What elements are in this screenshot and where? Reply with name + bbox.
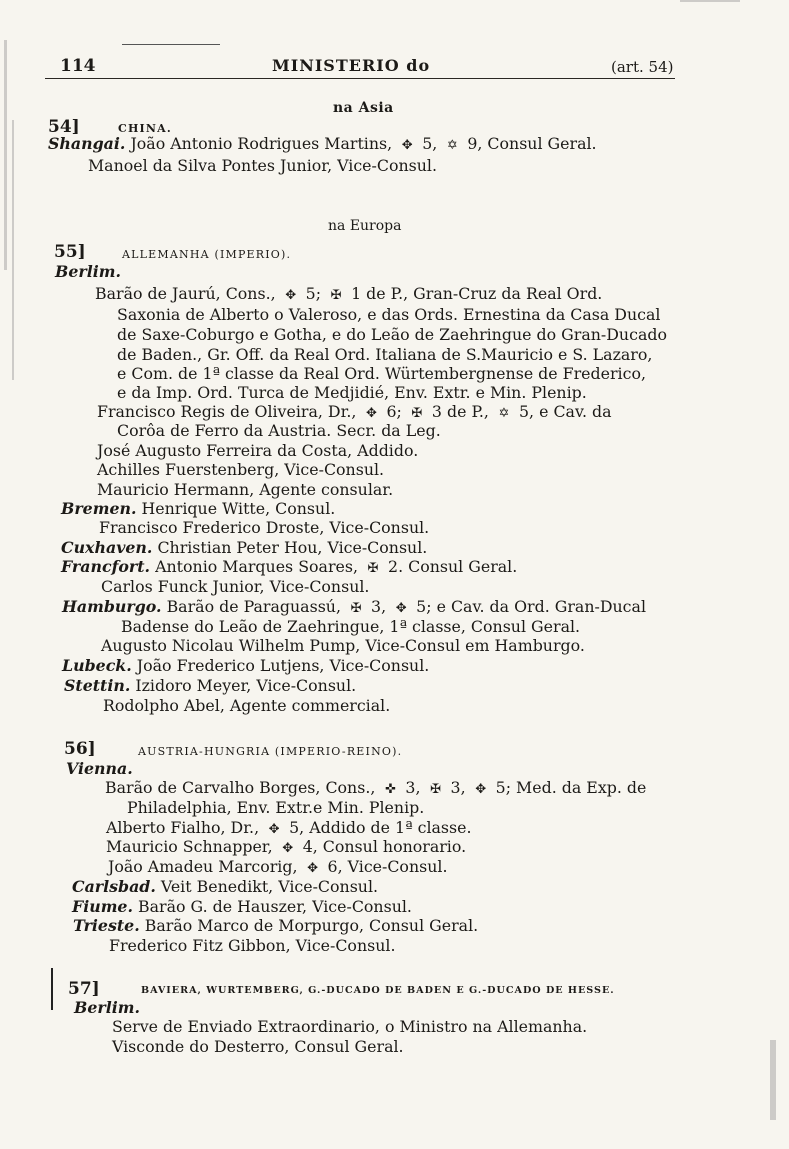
entry-cuxhaven: Cuxhaven. Christian Peter Hou, Vice-Consul. [61, 538, 428, 557]
city-hamburgo: Hamburgo. [62, 597, 162, 616]
country-allemanha: ALLEMANHA (IMPERIO). [122, 248, 292, 261]
entry-carlsbad: Carlsbad. Veit Benedikt, Vice-Consul. [72, 877, 379, 896]
maltese-order-icon: ✜ [384, 782, 396, 797]
entry-schnapper: Mauricio Schnapper, ✥ 4, Consul honorario. [106, 837, 466, 859]
entry-ferreira: José Augusto Ferreira da Costa, Addido. [97, 441, 419, 460]
entry-fitzgibbon: Frederico Fitz Gibbon, Vice-Consul. [109, 936, 396, 955]
margin-bar [51, 968, 53, 1010]
entry-shangai-vice: Manoel da Silva Pontes Junior, Vice-Consul. [88, 156, 437, 175]
city-berlim: Berlim. [55, 262, 121, 281]
rose-order-icon: ✥ [268, 822, 280, 837]
city-stettin: Stettin. [64, 676, 131, 695]
star-order-icon: ✡ [446, 138, 458, 153]
entry-bremen: Bremen. Henrique Witte, Consul. [61, 499, 336, 518]
city-vienna: Vienna. [66, 759, 133, 778]
section-number-54: 54] [48, 117, 80, 137]
section-number-55: 55] [54, 242, 86, 262]
entry-hamburgo: Hamburgo. Barão de Paraguassú, ✠ 3, ✥ 5; e Cav. da Ord. Gran-Ducal [62, 597, 646, 619]
entry-desterro: Visconde do Desterro, Consul Geral. [112, 1037, 404, 1056]
region-asia: na Asia [333, 100, 394, 116]
entry-funck: Carlos Funck Junior, Vice-Consul. [101, 577, 370, 596]
entry-hamburgo-l2: Badense do Leão de Zaehringue, 1ª classe, Consul Geral. [121, 617, 581, 636]
entry-lubeck: Lubeck. João Frederico Lutjens, Vice-Consul. [62, 656, 430, 675]
paper-speck [680, 0, 740, 2]
paper-speck [770, 1040, 776, 1120]
cross-order-icon: ✠ [411, 406, 423, 421]
rose-order-icon: ✥ [366, 406, 377, 421]
entry-fiume: Fiume. Barão G. de Hauszer, Vice-Consul. [72, 897, 412, 916]
entry-jauru-l5: e Com. de 1ª classe da Real Ord. Würtembergnense de Frederico, [117, 364, 646, 383]
entry-regis-l2: Corôa de Ferro da Austria. Secr. da Leg. [117, 421, 441, 440]
header-rule [45, 78, 675, 79]
entry-enviado: Serve de Enviado Extraordinario, o Ministro na Allemanha. [112, 1017, 588, 1036]
city-fiume: Fiume. [72, 897, 133, 916]
entry-francfort: Francfort. Antonio Marques Soares, ✠ 2. Consul Geral. [61, 557, 517, 579]
entry-hermann: Mauricio Hermann, Agente consular. [97, 480, 394, 499]
city-lubeck: Lubeck. [62, 656, 132, 675]
paper-speck [4, 40, 7, 270]
star-order-icon: ✡ [498, 406, 510, 421]
entry-jauru-l2: Saxonia de Alberto o Valeroso, e das Ords. Ernestina da Casa Ducal [117, 305, 661, 324]
entry-carvalho: Barão de Carvalho Borges, Cons., ✜ 3, ✠ 3, ✥ 5; Med. da Exp. de [105, 778, 646, 800]
entry-pump: Augusto Nicolau Wilhelm Pump, Vice-Consul em Hamburgo. [101, 636, 585, 655]
paper-speck [12, 120, 14, 380]
article-ref: (art. 54) [611, 58, 674, 76]
entry-carvalho-l2: Philadelphia, Env. Extr.e Min. Plenip. [127, 798, 425, 817]
rose-order-icon: ✥ [401, 138, 413, 153]
rose-order-icon: ✥ [475, 782, 487, 797]
entry-jauru-l3: de Saxe-Coburgo e Gotha, e do Leão de Zaehringue do Gran-Ducado [117, 325, 667, 344]
entry-jauru: Barão de Jaurú, Cons., ✥ 5; ✠ 1 de P., Gran-Cruz da Real Ord. [95, 284, 602, 306]
entry-regis: Francisco Regis de Oliveira, Dr., ✥ 6; ✠ 3 de P., ✡ 5, e Cav. da [97, 402, 612, 424]
city-berlim-2: Berlim. [74, 998, 140, 1017]
city-francfort: Francfort. [61, 557, 151, 576]
entry-shangai-consul: Shangai. João Antonio Rodrigues Martins, ✥ 5, ✡ 9, Consul Geral. [48, 134, 597, 156]
city-carlsbad: Carlsbad. [72, 877, 156, 896]
entry-trieste: Trieste. Barão Marco de Morpurgo, Consul Geral. [73, 916, 479, 935]
rose-order-icon: ✥ [395, 601, 407, 616]
top-rule [122, 44, 220, 45]
entry-fuerstenberg: Achilles Fuerstenberg, Vice-Consul. [97, 460, 385, 479]
entry-droste: Francisco Frederico Droste, Vice-Consul. [99, 518, 430, 537]
entry-jauru-l6: e da Imp. Ord. Turca de Medjidié, Env. Extr. e Min. Plenip. [117, 383, 587, 402]
entry-marcorig: João Amadeu Marcorig, ✥ 6, Vice-Consul. [108, 857, 447, 879]
cross-order-icon: ✠ [350, 601, 362, 616]
city-trieste: Trieste. [73, 916, 140, 935]
cross-order-icon: ✠ [367, 561, 379, 576]
entry-abel: Rodolpho Abel, Agente commercial. [103, 696, 391, 715]
cross-order-icon: ✠ [330, 288, 342, 303]
running-header: MINISTERIO do [272, 56, 431, 75]
entry-jauru-l4: de Baden., Gr. Off. da Real Ord. Italiana de S.Mauricio e S. Lazaro, [117, 345, 653, 364]
city-cuxhaven: Cuxhaven. [61, 538, 153, 557]
country-baviera: BAVIERA, WURTEMBERG, G.-DUCADO DE BADEN E G.-DUCADO DE HESSE. [141, 985, 615, 996]
entry-fialho: Alberto Fialho, Dr., ✥ 5, Addido de 1ª classe. [106, 818, 472, 840]
section-number-56: 56] [64, 739, 96, 759]
rose-order-icon: ✥ [282, 841, 294, 856]
rose-order-icon: ✥ [285, 288, 297, 303]
entry-stettin: Stettin. Izidoro Meyer, Vice-Consul. [64, 676, 357, 695]
city-bremen: Bremen. [61, 499, 137, 518]
cross-order-icon: ✠ [430, 782, 441, 797]
country-austria: AUSTRIA-HUNGRIA (IMPERIO-REINO). [138, 745, 403, 758]
rose-order-icon: ✥ [307, 861, 318, 876]
section-number-57: 57] [68, 979, 100, 999]
country-china: CHINA. [118, 122, 172, 135]
city-shangai: Shangai. [48, 134, 126, 153]
page-number: 114 [60, 56, 96, 76]
region-europa: na Europa [328, 218, 402, 234]
